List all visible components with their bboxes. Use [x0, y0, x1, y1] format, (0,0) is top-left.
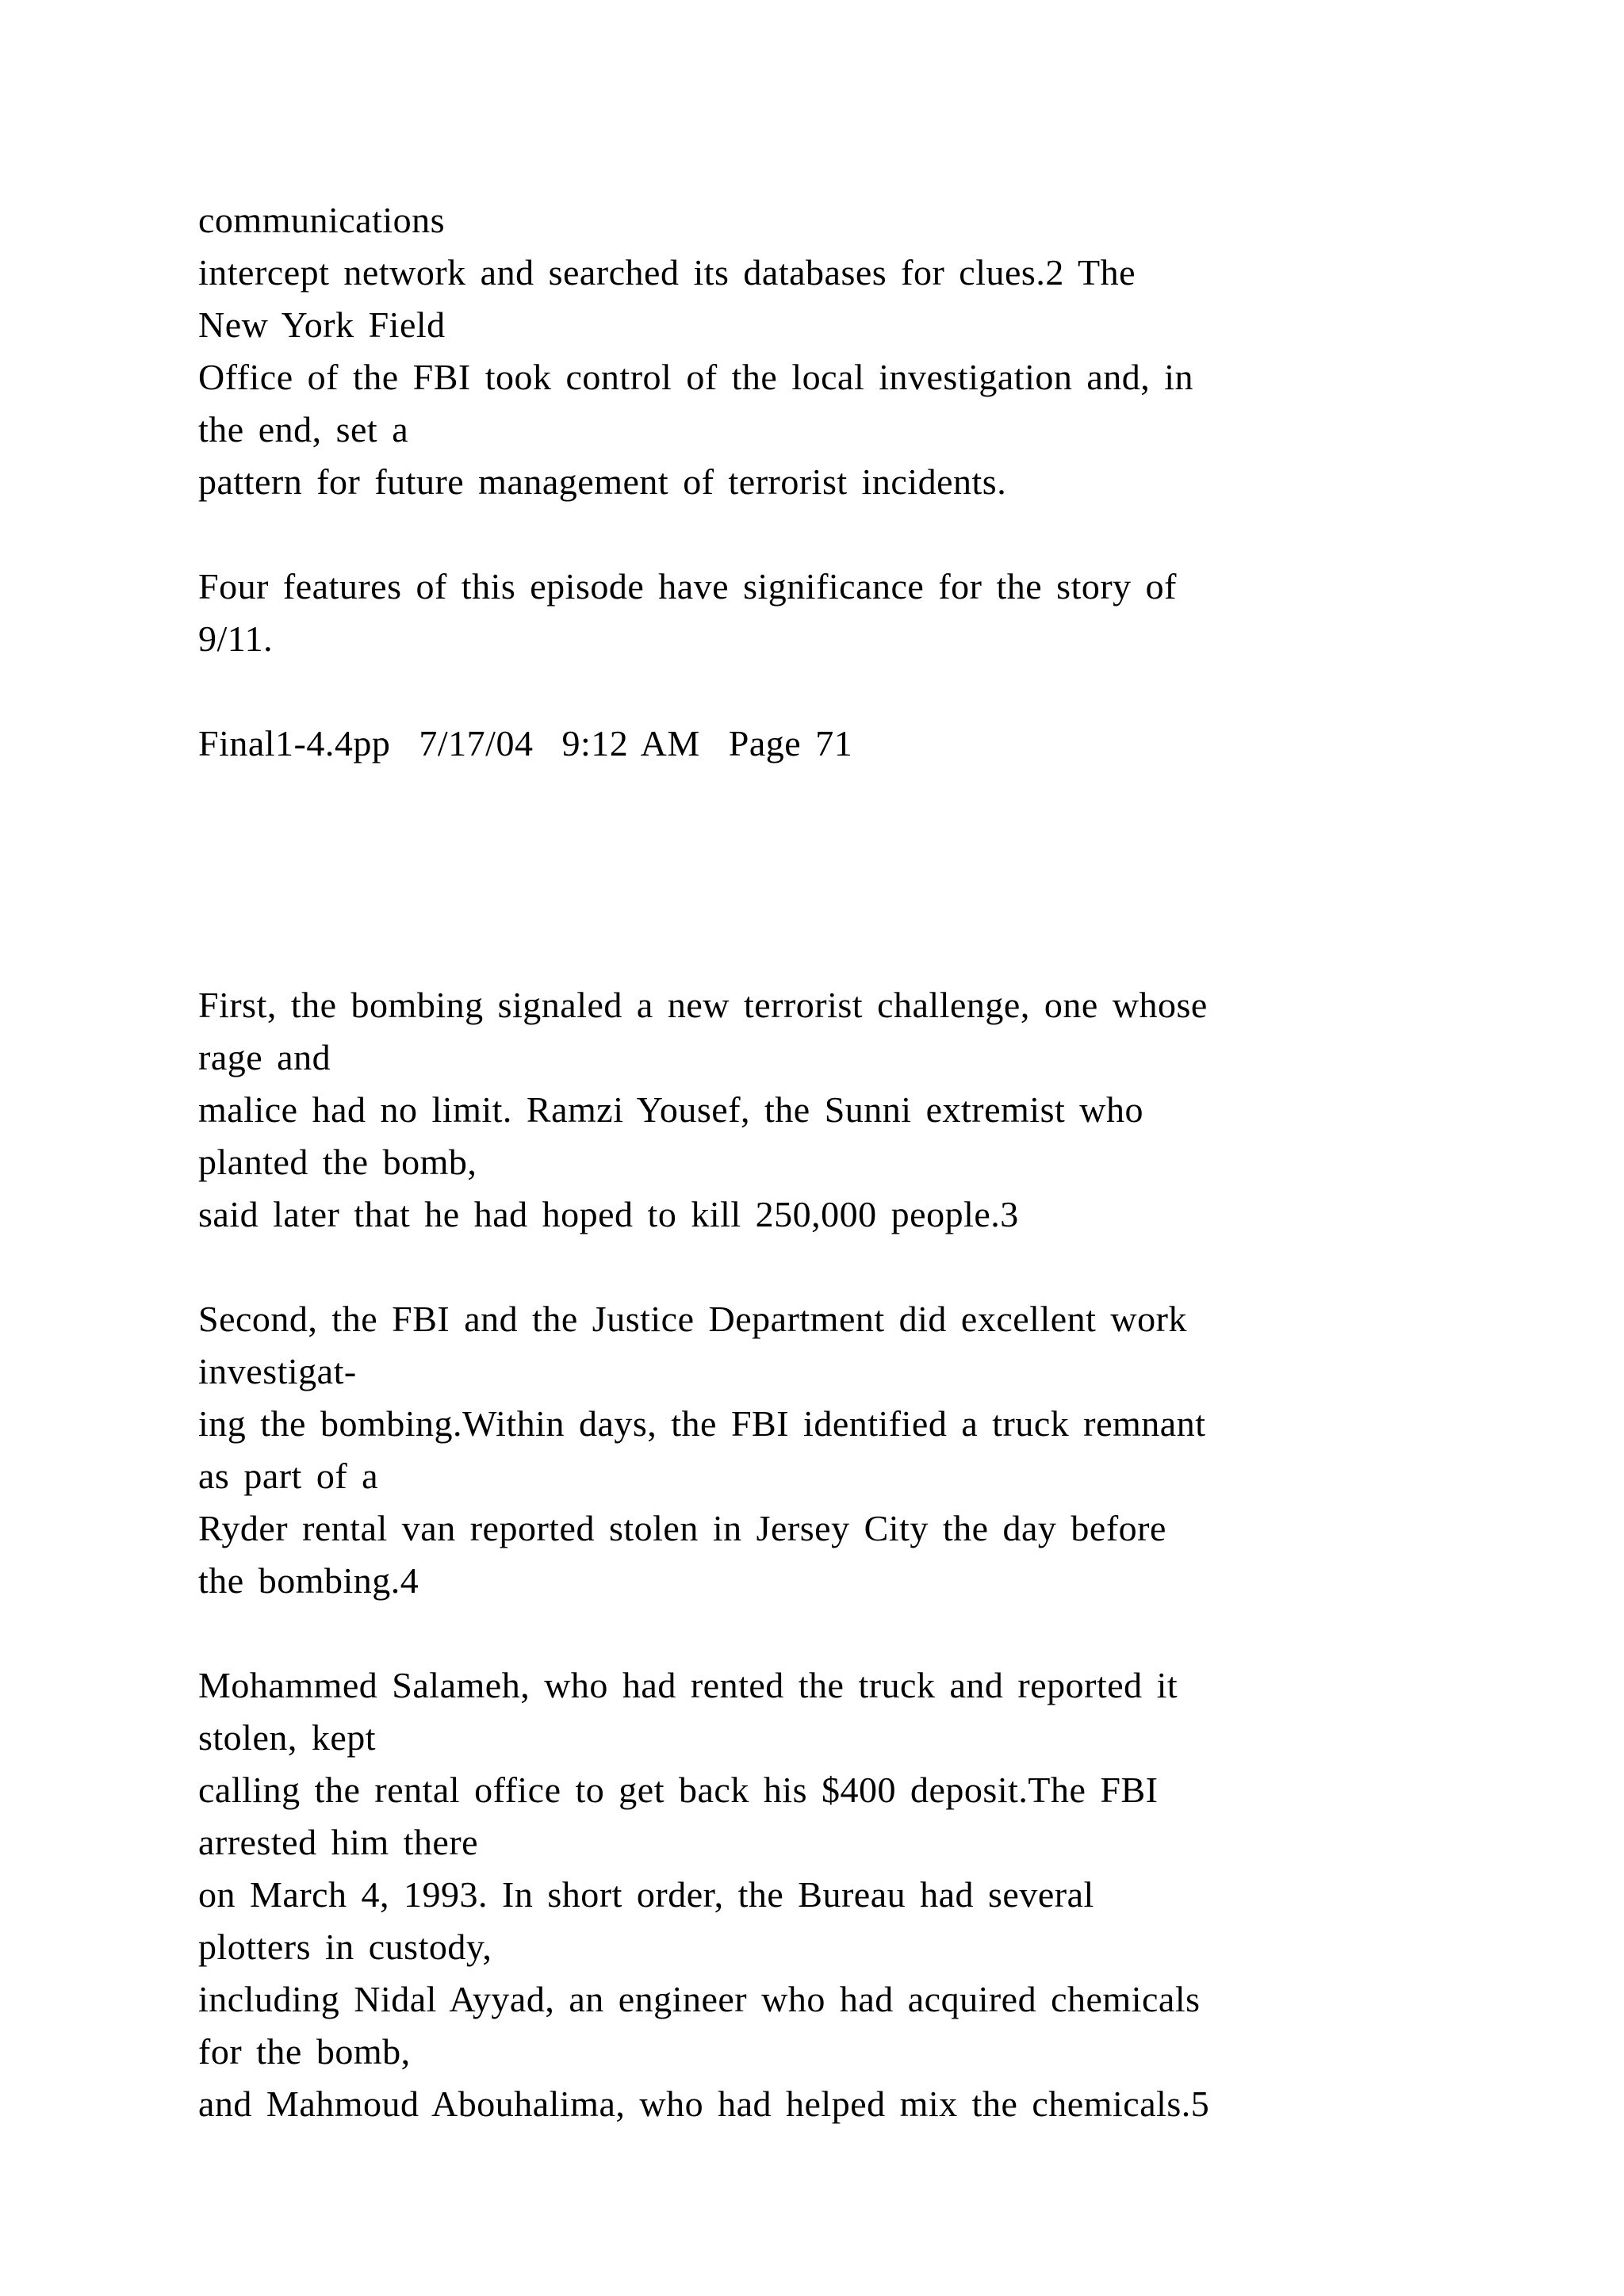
text-line: First, the bombing signaled a new terrorist challenge, one whose: [198, 985, 1208, 1025]
paragraph-gap: [198, 508, 1499, 561]
text-line: intercept network and searched its databases for clues.2 The: [198, 252, 1136, 293]
page-header-line: [198, 718, 1499, 770]
text-line: the bombing.4: [198, 1560, 419, 1601]
paragraph-gap: [198, 665, 1499, 718]
page-header: Final1-4.4pp 7/17/04 9:12 AM Page 71: [198, 723, 853, 763]
text-line: ing the bombing.Within days, the FBI identified a truck remnant: [198, 1403, 1206, 1444]
text-line: planted the bomb,: [198, 1142, 477, 1182]
text-line: on March 4, 1993. In short order, the Bureau had several: [198, 1874, 1094, 1915]
text-line: the end, set a: [198, 409, 409, 450]
text-line: rage and: [198, 1037, 331, 1077]
text-line: including Nidal Ayyad, an engineer who had acquired chemicals: [198, 1979, 1201, 2019]
text-line: communications: [198, 200, 446, 240]
text-line: Second, the FBI and the Justice Department did excellent work: [198, 1299, 1187, 1339]
text-line: Mohammed Salameh, who had rented the truck and reported it: [198, 1665, 1178, 1705]
text-line: Four features of this episode have significance for the story of: [198, 566, 1177, 607]
paragraph-salameh: [198, 1659, 1499, 2130]
paragraph-gap: [198, 1607, 1499, 1659]
text-line: investigat-: [198, 1351, 357, 1391]
text-line: Office of the FBI took control of the local investigation and, in: [198, 357, 1194, 397]
text-line: 9/11.: [198, 618, 274, 659]
text-line: calling the rental office to get back his $400 deposit.The FBI: [198, 1770, 1159, 1810]
paragraph-first: [198, 979, 1499, 1241]
paragraph-second: [198, 1293, 1499, 1607]
text-line: said later that he had hoped to kill 250,000 people.3: [198, 1194, 1019, 1234]
text-line: arrested him there: [198, 1822, 479, 1862]
text-line: pattern for future management of terrorist incidents.: [198, 461, 1007, 502]
text-line: for the bomb,: [198, 2031, 411, 2072]
text-line: New York Field: [198, 304, 446, 345]
document-text: [198, 194, 1499, 2130]
text-line: Ryder rental van reported stolen in Jersey City the day before: [198, 1508, 1166, 1548]
text-line: malice had no limit. Ramzi Yousef, the Sunni extremist who: [198, 1089, 1143, 1130]
text-line: as part of a: [198, 1456, 379, 1496]
paragraph-four-features: [198, 561, 1499, 665]
paragraph-gap: [198, 1241, 1499, 1293]
text-line: stolen, kept: [198, 1717, 377, 1758]
page-break-gap: [198, 770, 1499, 979]
text-line: and Mahmoud Abouhalima, who had helped mix the chemicals.5: [198, 2084, 1210, 2124]
paragraph-communications: [198, 194, 1499, 508]
text-line: plotters in custody,: [198, 1927, 492, 1967]
